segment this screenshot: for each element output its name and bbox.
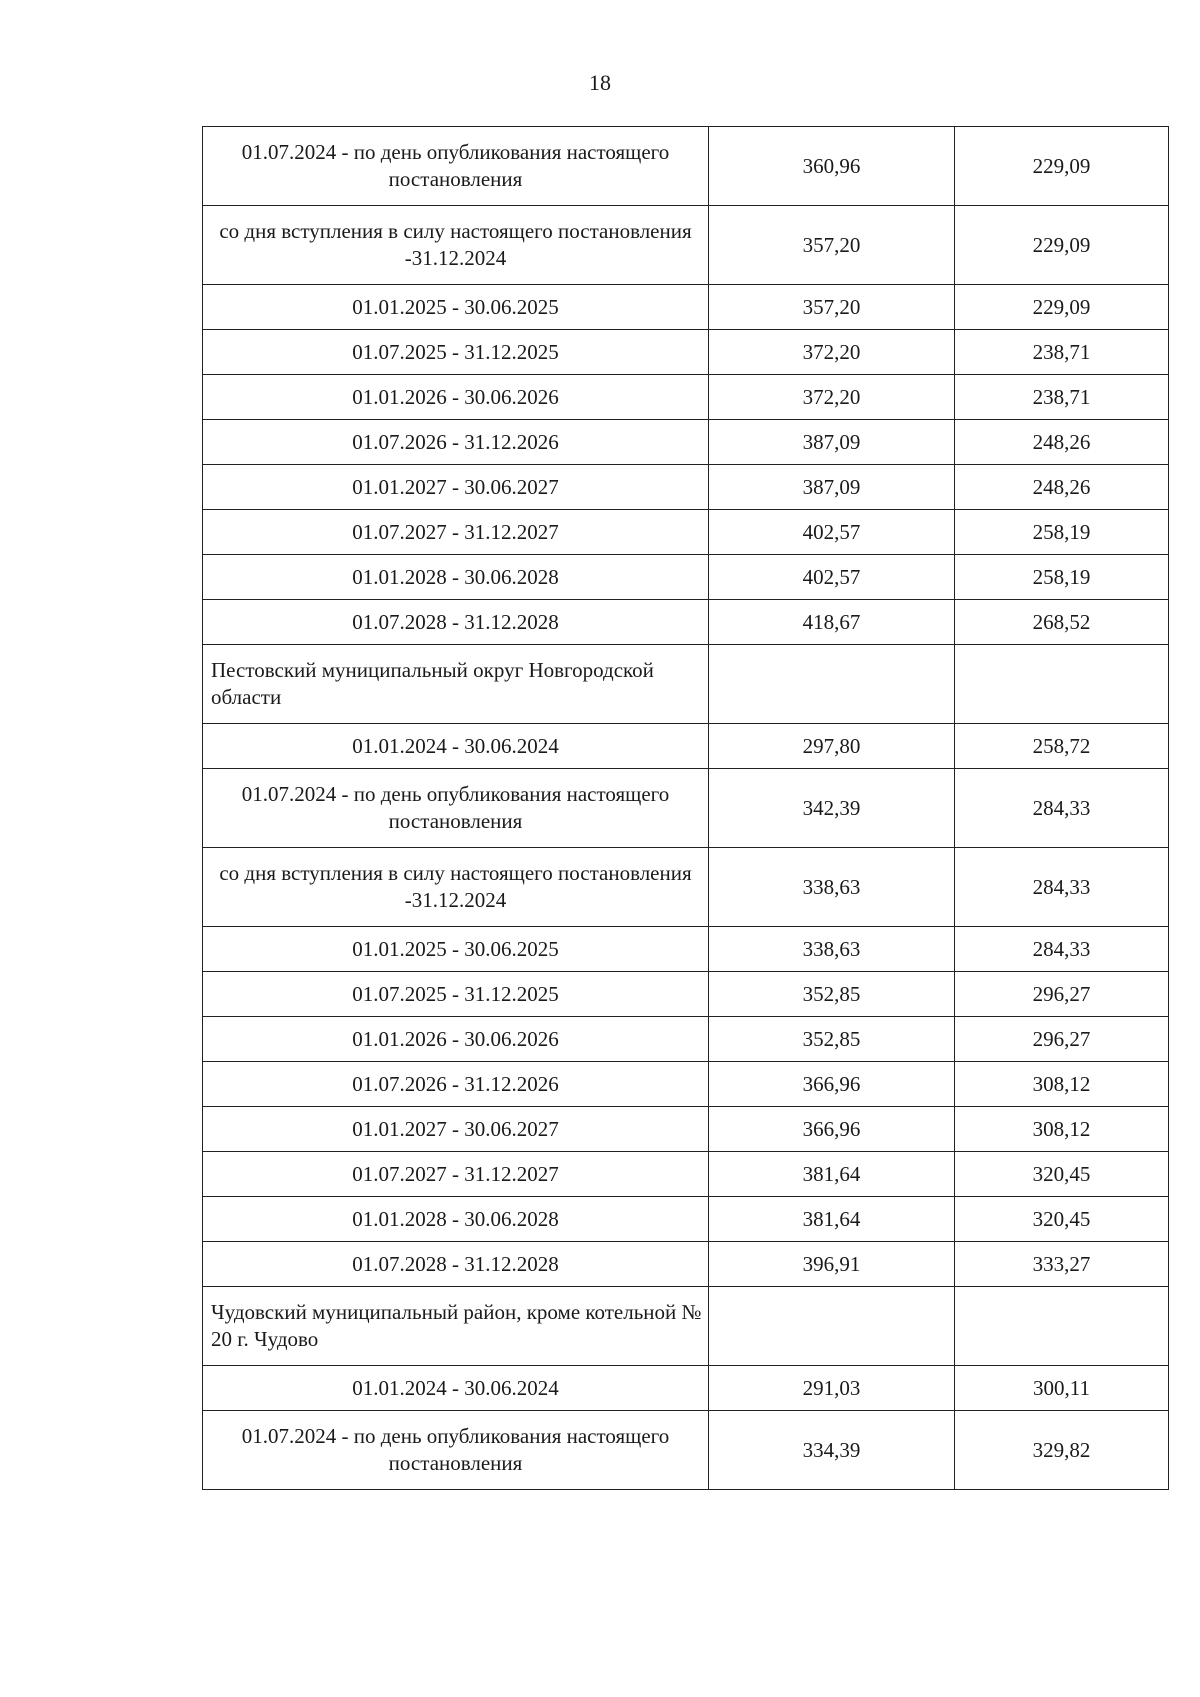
section-row bbox=[203, 645, 1169, 724]
value-1-cell: 387,09 bbox=[709, 420, 955, 465]
value-1-cell bbox=[709, 645, 955, 724]
table-row bbox=[203, 1152, 1169, 1197]
value-1-cell: 334,39 bbox=[709, 1411, 955, 1490]
value-1-cell: 297,80 bbox=[709, 724, 955, 769]
table-row bbox=[203, 1242, 1169, 1287]
value-1-cell: 387,09 bbox=[709, 465, 955, 510]
value-1-cell: 402,57 bbox=[709, 555, 955, 600]
period-cell: 01.07.2024 - по день опубликования настоящего постановления bbox=[203, 127, 709, 206]
period-cell: 01.07.2028 - 31.12.2028 bbox=[203, 1242, 709, 1287]
value-2-cell: 238,71 bbox=[955, 330, 1169, 375]
value-2-cell: 284,33 bbox=[955, 927, 1169, 972]
value-2-cell: 248,26 bbox=[955, 465, 1169, 510]
value-2-cell bbox=[955, 645, 1169, 724]
value-2-cell: 268,52 bbox=[955, 600, 1169, 645]
period-cell: 01.07.2025 - 31.12.2025 bbox=[203, 330, 709, 375]
table-row bbox=[203, 127, 1169, 206]
table-row bbox=[203, 285, 1169, 330]
value-2-cell: 258,19 bbox=[955, 555, 1169, 600]
value-1-cell: 357,20 bbox=[709, 206, 955, 285]
value-2-cell: 329,82 bbox=[955, 1411, 1169, 1490]
value-2-cell: 284,33 bbox=[955, 769, 1169, 848]
value-1-cell: 418,67 bbox=[709, 600, 955, 645]
section-row bbox=[203, 1287, 1169, 1366]
table-row bbox=[203, 330, 1169, 375]
value-1-cell: 372,20 bbox=[709, 375, 955, 420]
period-cell: 01.07.2025 - 31.12.2025 bbox=[203, 972, 709, 1017]
value-2-cell: 296,27 bbox=[955, 1017, 1169, 1062]
section-title-cell: Пестовский муниципальный округ Новгородской области bbox=[203, 645, 709, 724]
value-1-cell: 352,85 bbox=[709, 972, 955, 1017]
value-1-cell: 360,96 bbox=[709, 127, 955, 206]
value-1-cell: 396,91 bbox=[709, 1242, 955, 1287]
value-1-cell bbox=[709, 1287, 955, 1366]
value-2-cell: 308,12 bbox=[955, 1107, 1169, 1152]
table-row bbox=[203, 375, 1169, 420]
value-2-cell: 308,12 bbox=[955, 1062, 1169, 1107]
table-row bbox=[203, 972, 1169, 1017]
period-cell: 01.01.2025 - 30.06.2025 bbox=[203, 285, 709, 330]
tariff-table-body bbox=[203, 127, 1169, 1490]
value-2-cell: 248,26 bbox=[955, 420, 1169, 465]
value-1-cell: 366,96 bbox=[709, 1062, 955, 1107]
value-1-cell: 291,03 bbox=[709, 1366, 955, 1411]
value-2-cell: 258,72 bbox=[955, 724, 1169, 769]
tariff-table bbox=[202, 126, 1169, 1490]
table-row bbox=[203, 724, 1169, 769]
value-2-cell: 284,33 bbox=[955, 848, 1169, 927]
value-2-cell: 320,45 bbox=[955, 1152, 1169, 1197]
table-row bbox=[203, 1107, 1169, 1152]
period-cell: со дня вступления в силу настоящего постановления -31.12.2024 bbox=[203, 206, 709, 285]
period-cell: 01.01.2026 - 30.06.2026 bbox=[203, 375, 709, 420]
table-row bbox=[203, 465, 1169, 510]
period-cell: 01.07.2027 - 31.12.2027 bbox=[203, 510, 709, 555]
value-1-cell: 338,63 bbox=[709, 927, 955, 972]
page-number: 18 bbox=[589, 70, 611, 95]
table-row bbox=[203, 1062, 1169, 1107]
value-2-cell: 238,71 bbox=[955, 375, 1169, 420]
table-row bbox=[203, 600, 1169, 645]
period-cell: со дня вступления в силу настоящего постановления -31.12.2024 bbox=[203, 848, 709, 927]
table-row bbox=[203, 1017, 1169, 1062]
value-1-cell: 342,39 bbox=[709, 769, 955, 848]
period-cell: 01.01.2028 - 30.06.2028 bbox=[203, 555, 709, 600]
value-2-cell: 229,09 bbox=[955, 285, 1169, 330]
table-row bbox=[203, 927, 1169, 972]
value-2-cell: 229,09 bbox=[955, 127, 1169, 206]
table-row bbox=[203, 555, 1169, 600]
value-1-cell: 402,57 bbox=[709, 510, 955, 555]
period-cell: 01.01.2024 - 30.06.2024 bbox=[203, 724, 709, 769]
value-1-cell: 338,63 bbox=[709, 848, 955, 927]
value-2-cell: 320,45 bbox=[955, 1197, 1169, 1242]
table-row bbox=[203, 769, 1169, 848]
value-2-cell: 296,27 bbox=[955, 972, 1169, 1017]
value-1-cell: 366,96 bbox=[709, 1107, 955, 1152]
table-row bbox=[203, 206, 1169, 285]
section-title-cell: Чудовский муниципальный район, кроме котельной № 20 г. Чудово bbox=[203, 1287, 709, 1366]
period-cell: 01.07.2026 - 31.12.2026 bbox=[203, 420, 709, 465]
table-row bbox=[203, 1366, 1169, 1411]
value-1-cell: 357,20 bbox=[709, 285, 955, 330]
value-1-cell: 372,20 bbox=[709, 330, 955, 375]
value-1-cell: 381,64 bbox=[709, 1152, 955, 1197]
value-1-cell: 352,85 bbox=[709, 1017, 955, 1062]
period-cell: 01.01.2025 - 30.06.2025 bbox=[203, 927, 709, 972]
period-cell: 01.01.2027 - 30.06.2027 bbox=[203, 465, 709, 510]
value-2-cell: 229,09 bbox=[955, 206, 1169, 285]
value-1-cell: 381,64 bbox=[709, 1197, 955, 1242]
period-cell: 01.07.2024 - по день опубликования настоящего постановления bbox=[203, 1411, 709, 1490]
value-2-cell: 333,27 bbox=[955, 1242, 1169, 1287]
value-2-cell bbox=[955, 1287, 1169, 1366]
period-cell: 01.07.2026 - 31.12.2026 bbox=[203, 1062, 709, 1107]
period-cell: 01.01.2027 - 30.06.2027 bbox=[203, 1107, 709, 1152]
table-row bbox=[203, 420, 1169, 465]
period-cell: 01.07.2024 - по день опубликования настоящего постановления bbox=[203, 769, 709, 848]
table-row bbox=[203, 848, 1169, 927]
table-row bbox=[203, 1197, 1169, 1242]
table-row bbox=[203, 1411, 1169, 1490]
period-cell: 01.01.2024 - 30.06.2024 bbox=[203, 1366, 709, 1411]
period-cell: 01.07.2027 - 31.12.2027 bbox=[203, 1152, 709, 1197]
value-2-cell: 300,11 bbox=[955, 1366, 1169, 1411]
period-cell: 01.07.2028 - 31.12.2028 bbox=[203, 600, 709, 645]
table-row bbox=[203, 510, 1169, 555]
value-2-cell: 258,19 bbox=[955, 510, 1169, 555]
period-cell: 01.01.2028 - 30.06.2028 bbox=[203, 1197, 709, 1242]
period-cell: 01.01.2026 - 30.06.2026 bbox=[203, 1017, 709, 1062]
